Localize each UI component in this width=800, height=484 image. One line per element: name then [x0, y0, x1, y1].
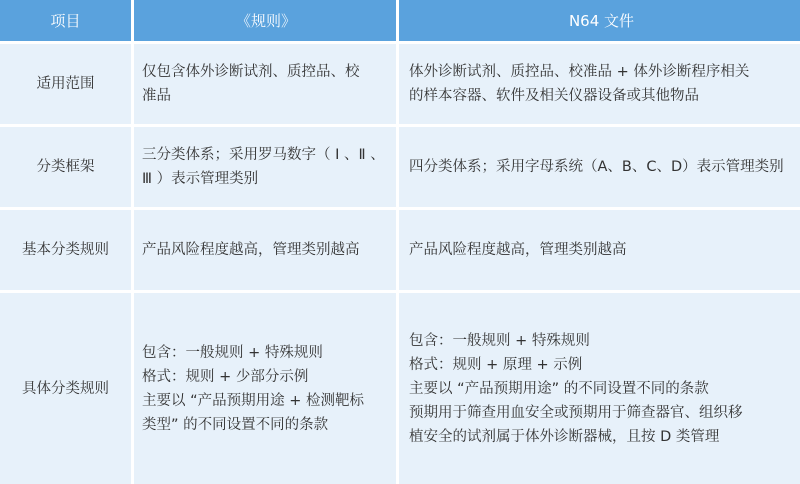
- n64-cell: [399, 127, 800, 207]
- row-item-label: 基本分类规则: [0, 210, 131, 290]
- n64-line: 包含：一般规则 + 特殊规则: [409, 332, 590, 349]
- row-item-label: 适用范围: [0, 44, 131, 124]
- header-n64: N64 文件: [399, 0, 800, 41]
- rules-cell: [134, 210, 396, 290]
- rules-line: 格式：规则 + 少部分示例: [142, 368, 309, 385]
- n64-line: 格式：规则 + 原理 + 示例: [409, 356, 583, 373]
- n64-cell: [399, 44, 800, 124]
- table-header: [0, 0, 800, 41]
- header-item: 项目: [0, 0, 131, 41]
- n64-cell: [399, 210, 800, 290]
- n64-line: 植安全的试剂属于体外诊断器械，且按 D 类管理: [409, 428, 720, 445]
- rules-line: 三分类体系；采用罗马数字（ Ⅰ 、Ⅱ 、: [142, 147, 385, 163]
- row-item-label: 具体分类规则: [0, 293, 131, 484]
- rules-line: Ⅲ ）表示管理类别: [142, 171, 259, 187]
- n64-line: 的样本容器、软件及相关仪器设备或其他物品: [409, 88, 699, 104]
- rules-line: 仅包含体外诊断试剂、质控品、校: [142, 64, 360, 80]
- row-item-label: 分类框架: [0, 127, 131, 207]
- table-row: [0, 44, 800, 124]
- n64-line: 主要以 “产品预期用途” 的不同设置不同的条款: [409, 380, 709, 397]
- rules-cell: [134, 127, 396, 207]
- n64-line: 体外诊断试剂、质控品、校准品 + 体外诊断程序相关: [409, 64, 750, 80]
- rules-line: 类型” 的不同设置不同的条款: [142, 416, 329, 433]
- n64-line: 产品风险程度越高，管理类别越高: [409, 242, 627, 258]
- table-row: [0, 293, 800, 484]
- header-rules: 《规则》: [134, 0, 396, 41]
- rules-line: 产品风险程度越高，管理类别越高: [142, 242, 360, 258]
- table-row: [0, 210, 800, 290]
- rules-cell: [134, 44, 396, 124]
- rules-cell: [134, 293, 396, 484]
- n64-cell: [399, 293, 800, 484]
- n64-line: 预期用于筛查用血安全或预期用于筛查器官、组织移: [409, 404, 743, 421]
- rules-line: 包含：一般规则 + 特殊规则: [142, 344, 323, 361]
- n64-line: 四分类体系；采用字母系统（A、B、C、D）表示管理类别: [409, 159, 784, 175]
- table-row: [0, 127, 800, 207]
- rules-line: 准品: [142, 88, 171, 104]
- rules-line: 主要以 “产品预期用途 + 检测靶标: [142, 392, 364, 409]
